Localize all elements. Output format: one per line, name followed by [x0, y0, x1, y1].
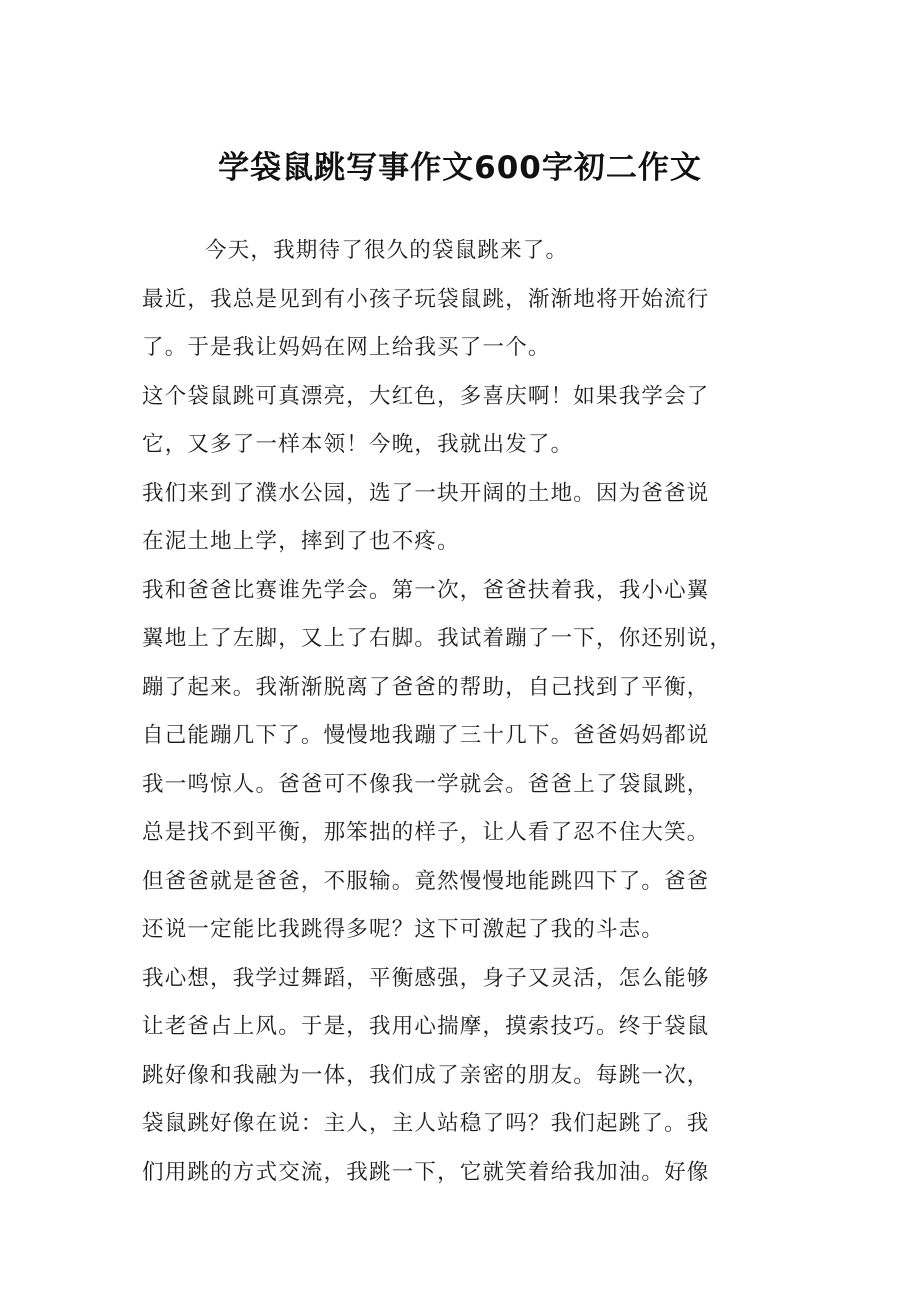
- text-line: 跳好像和我融为一体，我们成了亲密的朋友。每跳一次，: [142, 1062, 710, 1088]
- text-line: 我和爸爸比赛谁先学会。第一次，爸爸扶着我，我小心翼: [142, 577, 710, 603]
- text-line: 今天，我期待了很久的袋鼠跳来了。: [205, 238, 569, 263]
- text-line: 我们来到了濮水公园，选了一块开阔的土地。因为爸爸说: [142, 480, 710, 506]
- text-line: 在泥土地上学，摔到了也不疼。: [142, 529, 460, 554]
- text-line: 还说一定能比我跳得多呢？这下可激起了我的斗志。: [142, 917, 665, 942]
- text-line: 但爸爸就是爸爸，不服输。竟然慢慢地能跳四下了。爸爸: [142, 868, 710, 894]
- text-line: 这个袋鼠跳可真漂亮，大红色，多喜庆啊！如果我学会了: [142, 383, 710, 409]
- page-title: 学袋鼠跳写事作文600字初二作文: [218, 150, 702, 186]
- text-line: 蹦了起来。我渐渐脱离了爸爸的帮助，自己找到了平衡，: [142, 674, 710, 700]
- text-line: 它，又多了一样本领！今晚，我就出发了。: [142, 432, 574, 457]
- text-line: 翼地上了左脚，又上了右脚。我试着蹦了一下，你还别说，: [142, 626, 733, 651]
- text-line: 我心想，我学过舞蹈，平衡感强，身子又灵活，怎么能够: [142, 965, 710, 991]
- text-line: 最近，我总是见到有小孩子玩袋鼠跳，渐渐地将开始流行: [142, 286, 710, 312]
- article-body: [142, 227, 782, 1197]
- text-line: 总是找不到平衡，那笨拙的样子，让人看了忍不住大笑。: [142, 820, 710, 845]
- text-line: 了。于是我让妈妈在网上给我买了一个。: [142, 335, 551, 360]
- text-line: 袋鼠跳好像在说：主人，主人站稳了吗？我们起跳了。我: [142, 1111, 710, 1136]
- text-line: 们用跳的方式交流，我跳一下，它就笑着给我加油。好像: [142, 1159, 710, 1185]
- text-line: 让老爸占上风。于是，我用心揣摩，摸索技巧。终于袋鼠: [142, 1014, 710, 1039]
- text-line: 我一鸣惊人。爸爸可不像我一学就会。爸爸上了袋鼠跳，: [142, 771, 710, 797]
- text-line: 自己能蹦几下了。慢慢地我蹦了三十几下。爸爸妈妈都说: [142, 723, 710, 748]
